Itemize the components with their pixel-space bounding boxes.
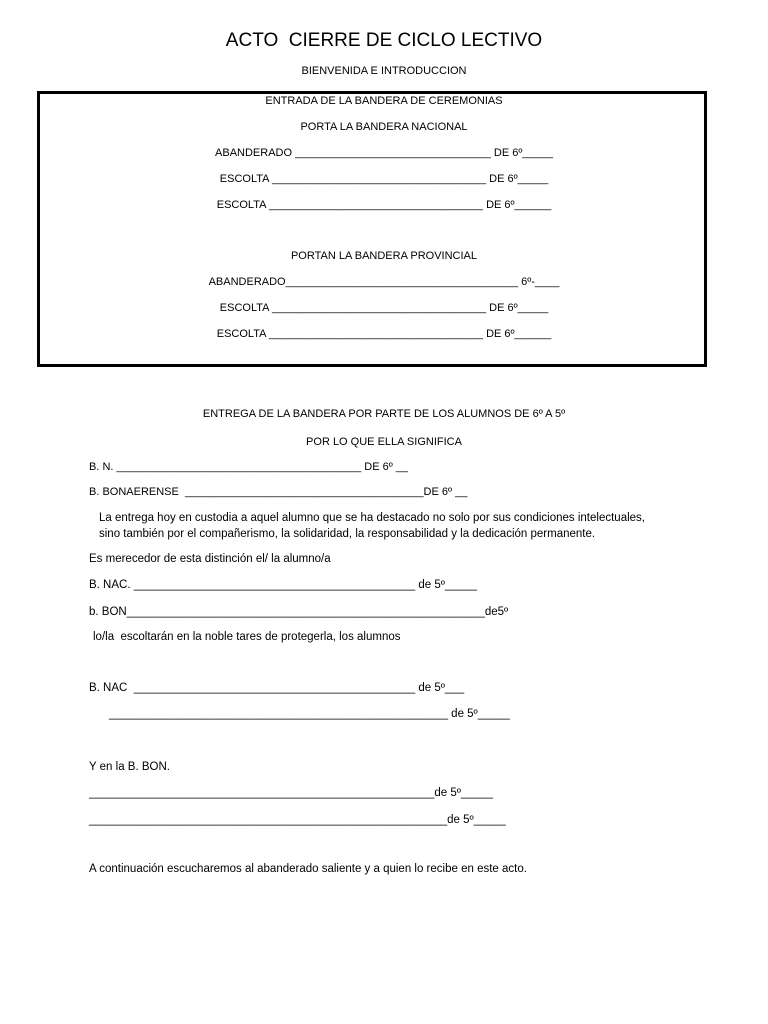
blank-line-2: ______________________________________________________de 5º_____ [89,787,493,799]
nacional-escolta-line-1: ESCOLTA ___________________________________ DE 6º_____ [219,173,549,185]
provincial-escolta-line-2: ESCOLTA ___________________________________ DE 6º______ [216,328,552,340]
provincial-escolta-line-1: ESCOLTA ___________________________________ DE 6º_____ [219,302,549,314]
blank-line-3: ________________________________________________________de 5º_____ [89,814,506,826]
page-subtitle: BIENVENIDA E INTRODUCCION [301,65,467,77]
paragraph-line-1: La entrega hoy en custodia a aquel alumno que se ha destacado no solo por sus condiciones intelectuales, [99,512,645,524]
entrega-subheading: POR LO QUE ELLA SIGNIFICA [306,436,462,448]
paragraph-line-2: sino también por el compañerismo, la solidaridad, la responsabilidad y la dedicación permanente. [99,528,596,540]
nacional-abanderado-line: ABANDERADO ________________________________ DE 6º_____ [215,147,553,159]
bn-line: B. N. ________________________________________ DE 6º __ [89,461,409,473]
bbon-line: b. BON________________________________________________________de5º [89,606,509,618]
bnac-escolta-line: B. NAC ____________________________________________ de 5º___ [89,682,465,694]
merecedor-line: Es merecedor de esta distinción el/ la alumno/a [89,553,331,565]
page-title: ACTO CIERRE DE CICLO LECTIVO [225,30,543,51]
bonaerense-line: B. BONAERENSE _______________________________________DE 6º __ [89,486,468,498]
provincial-abanderado-line: ABANDERADO______________________________________ 6º-____ [208,276,560,288]
entrega-heading: ENTREGA DE LA BANDERA POR PARTE DE LOS ALUMNOS DE 6º A 5º [202,408,566,420]
escoltaran-line: lo/la escoltarán en la noble tares de protegerla, los alumnos [93,631,401,643]
nacional-escolta-line-2: ESCOLTA ___________________________________ DE 6º______ [216,199,552,211]
closing-line: A continuación escucharemos al abanderado saliente y a quien lo recibe en este acto. [89,863,527,875]
y-bon-line: Y en la B. BON. [89,761,170,773]
provincial-heading: PORTAN LA BANDERA PROVINCIAL [290,250,478,262]
bnac-line: B. NAC. ____________________________________________ de 5º_____ [89,579,477,591]
nacional-heading: PORTA LA BANDERA NACIONAL [300,121,468,133]
blank-line-1: _____________________________________________________ de 5º_____ [109,708,510,720]
box-heading: ENTRADA DE LA BANDERA DE CEREMONIAS [265,95,503,107]
